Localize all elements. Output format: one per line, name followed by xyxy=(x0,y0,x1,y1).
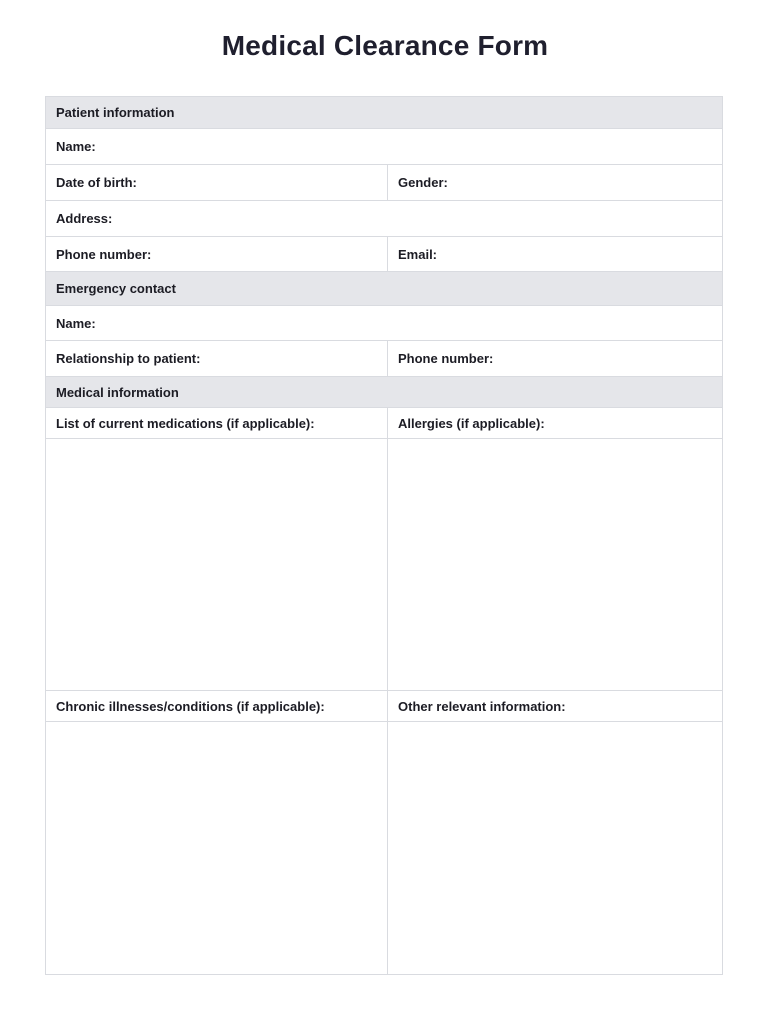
emergency-relationship-phone-row xyxy=(46,341,722,377)
section-heading: Patient information xyxy=(56,105,175,120)
patient-dob-gender-row xyxy=(46,165,722,201)
medications-allergies-input-row xyxy=(46,439,722,691)
patient-email-field[interactable]: Email: xyxy=(398,246,438,262)
chronic-other-label-row xyxy=(46,691,722,722)
patient-address-row xyxy=(46,201,722,237)
patient-name-row xyxy=(46,129,722,165)
patient-phone-field[interactable]: Phone number: xyxy=(46,237,388,271)
other-information-textarea[interactable] xyxy=(388,722,722,974)
section-header-medical-information xyxy=(46,377,722,408)
patient-name-field[interactable]: Name: xyxy=(56,139,96,154)
chronic-illnesses-textarea[interactable] xyxy=(46,722,388,974)
patient-dob-field[interactable]: Date of birth: xyxy=(46,165,388,200)
emergency-relationship-field[interactable]: Relationship to patient: xyxy=(46,341,388,376)
chronic-other-input-row xyxy=(46,722,722,974)
section-heading: Emergency contact xyxy=(56,281,176,296)
medications-textarea[interactable] xyxy=(46,439,388,690)
emergency-name-field[interactable]: Name: xyxy=(56,315,96,331)
patient-gender-field[interactable]: Gender: xyxy=(398,175,448,190)
allergies-label: Allergies (if applicable): xyxy=(398,415,545,431)
other-information-label: Other relevant information: xyxy=(398,698,566,714)
emergency-name-row xyxy=(46,306,722,341)
allergies-textarea[interactable] xyxy=(388,439,722,690)
chronic-illnesses-label: Chronic illnesses/conditions (if applicable): xyxy=(46,691,388,721)
section-header-emergency-contact xyxy=(46,272,722,306)
section-heading: Medical information xyxy=(56,384,179,400)
page-title: Medical Clearance Form xyxy=(221,30,549,61)
patient-address-field[interactable]: Address: xyxy=(56,211,113,226)
section-header-patient-information xyxy=(46,97,722,129)
patient-phone-email-row xyxy=(46,237,722,272)
medications-label: List of current medications (if applicable): xyxy=(46,408,388,438)
medications-allergies-label-row xyxy=(46,408,722,439)
emergency-phone-field[interactable]: Phone number: xyxy=(398,351,494,366)
medical-clearance-form xyxy=(45,96,723,975)
